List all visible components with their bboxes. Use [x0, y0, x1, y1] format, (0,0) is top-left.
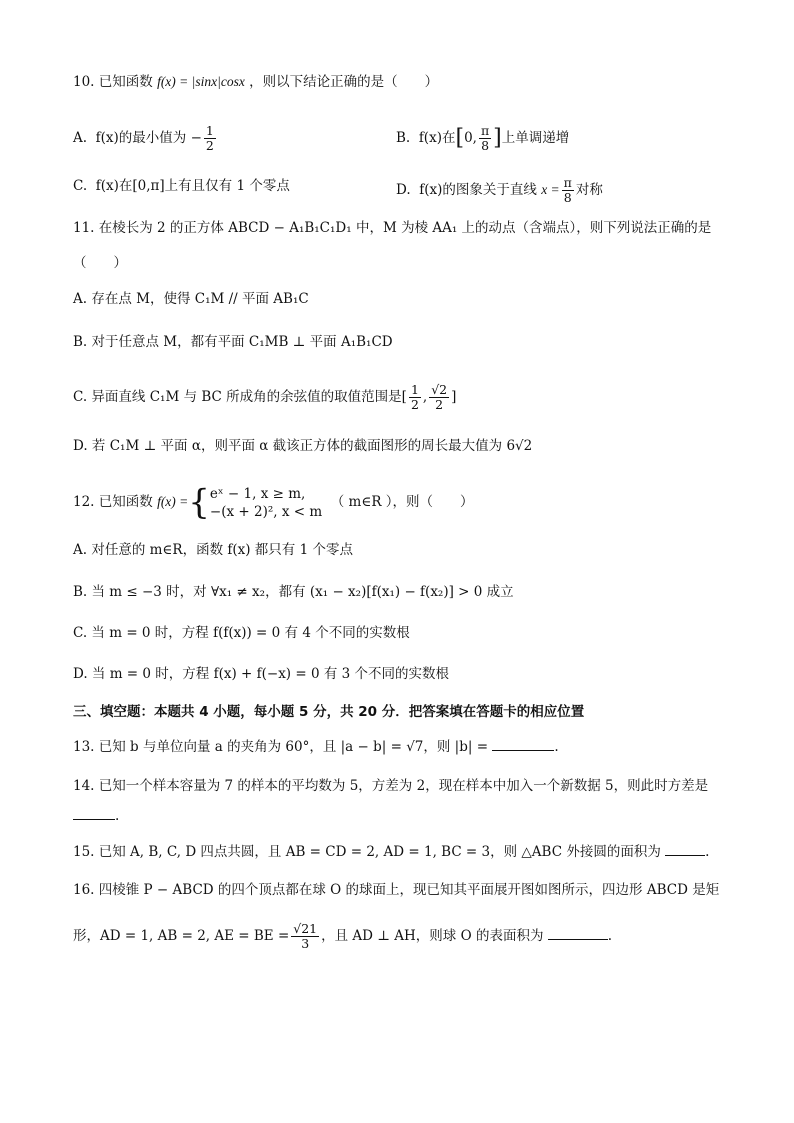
option-label: A.: [73, 129, 88, 146]
q11-option-b: B. 对于任意点 M，都有平面 C₁MB ⊥ 平面 A₁B₁CD: [73, 334, 393, 350]
answer-blank: [73, 807, 115, 820]
option-text: f(x)的最小值为: [95, 129, 187, 146]
option-text: f(x)在: [418, 129, 456, 146]
bracket-open: [: [455, 125, 465, 151]
q12-option-b: B. 当 m ≤ −3 时，对 ∀x₁ ≠ x₂，都有 (x₁ − x₂)[f(x₁) − f(x₂)] > 0 成立: [73, 584, 514, 600]
minus-sign: −: [190, 129, 202, 146]
fraction: $\frac{1}{2}$: [205, 123, 214, 153]
q15: 15. 已知 A, B, C, D 四点共圆，且 AB = CD = 2, AD = 1, BC = 3，则 △ABC 外接圆的面积为 .: [73, 844, 710, 860]
q11-option-d: D. 若 C₁M ⊥ 平面 α，则平面 α 截该正方体的截面图形的周长最大值为 6√2: [73, 438, 533, 454]
q10-option-b: B. f(x)在[0, $\frac{\pi}{8}$ ]上单调递增: [396, 123, 570, 153]
fraction: $\frac{\pi}{8}$: [563, 175, 572, 205]
q10-function: f(x) = |sinx|cosx: [157, 74, 245, 89]
q11-option-c: C. 异面直线 C₁M 与 BC 所成角的余弦值的取值范围是[ $\frac{1}{2}$ , $\frac{√2}{2}$ ]: [73, 382, 457, 412]
bracket-close: ]: [493, 125, 502, 151]
q12-option-d: D. 当 m = 0 时，方程 f(x) + f(−x) = 0 有 3 个不同的实数根: [73, 666, 450, 682]
q10-stem-suffix: ，则以下结论正确的是（ ）: [249, 74, 439, 90]
q12-option-a: A. 对任意的 m∈R，函数 f(x) 都只有 1 个零点: [73, 542, 353, 558]
q13: 13. 已知 b 与单位向量 a 的夹角为 60°，且 |a − b| = √7，则 |b| = .: [73, 739, 559, 755]
q12-stem: 12. 已知函数 f(x) ={ eˣ − 1, x ≥ m, −(x + 2)², x < m （ m∈R ），则（ ）: [73, 482, 474, 523]
answer-blank: [492, 738, 554, 751]
fraction: $\frac{√21}{3}$: [293, 921, 318, 951]
q12-option-c: C. 当 m = 0 时，方程 f(f(x)) = 0 有 4 个不同的实数根: [73, 625, 410, 641]
option-text: f(x)在[0,π]上有且仅有 1 个零点: [95, 178, 290, 194]
q10-stem: [73, 72, 734, 92]
option-label: C.: [73, 178, 88, 194]
fraction: $\frac{1}{2}$: [410, 382, 419, 412]
q11-stem: 11. 在棱长为 2 的正方体 ABCD − A₁B₁C₁D₁ 中，M 为棱 AA₁ 上的动点（含端点），则下列说法正确的是: [73, 220, 712, 236]
fraction: $\frac{\pi}{8}$: [480, 123, 490, 153]
option-label: B.: [396, 129, 411, 146]
q10-stem-prefix: 10. 已知函数: [73, 74, 153, 90]
fraction: $\frac{√2}{2}$: [431, 382, 448, 412]
q12-function: f(x) =: [157, 494, 189, 509]
option-text: f(x)的图象关于直线: [419, 181, 537, 198]
brace: {: [188, 482, 210, 523]
q11-stem-paren: （ ）: [73, 255, 127, 271]
q14: 14. 已知一个样本容量为 7 的样本的平均数为 5，方差为 2，现在样本中加入一个新数据 5，则此时方差是: [73, 778, 709, 794]
q11-option-a: A. 存在点 M，使得 C₁M // 平面 AB₁C: [73, 291, 309, 307]
q16-line1: 16. 四棱锥 P − ABCD 的四个顶点都在球 O 的球面上，现已知其平面展开图如图所示，四边形 ABCD 是矩: [73, 882, 720, 898]
q16-line2: 形，AD = 1, AB = 2, AE = BE = $\frac{√21}{3}$ ，且 AD ⊥ AH，则球 O 的表面积为 .: [73, 921, 613, 951]
answer-blank: [548, 927, 608, 940]
section-heading: 三、填空题：本题共 4 小题，每小题 5 分，共 20 分．把答案填在答题卡的相应位置: [73, 704, 585, 720]
q10-option-d: D. f(x)的图象关于直线 x = $\frac{\pi}{8}$ 对称: [396, 175, 603, 205]
q14-blank-line: .: [73, 806, 734, 826]
piecewise: eˣ − 1, x ≥ m, −(x + 2)², x < m: [209, 485, 323, 520]
answer-blank: [665, 843, 705, 856]
option-label: D.: [396, 181, 411, 198]
